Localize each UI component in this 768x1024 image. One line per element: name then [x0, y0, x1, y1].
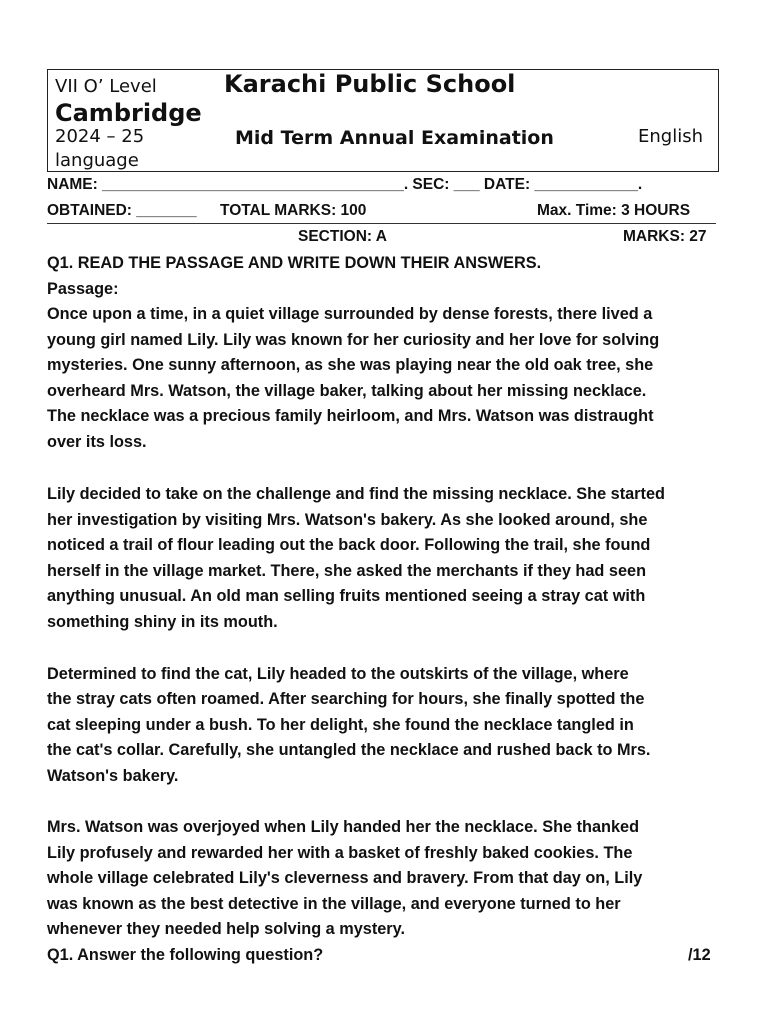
exam-title: Mid Term Annual Examination — [235, 127, 554, 149]
passage-line: her investigation by visiting Mrs. Watson's bakery. As she looked around, she — [47, 511, 648, 529]
passage-line: Watson's bakery. — [47, 767, 179, 785]
obtained-marks: OBTAINED: _______ — [47, 202, 197, 219]
passage-line: young girl named Lily. Lily was known for her curiosity and her love for solving — [47, 331, 660, 349]
exam-header — [47, 69, 719, 172]
question-instruction: Q1. READ THE PASSAGE AND WRITE DOWN THEIR ANSWERS. — [47, 254, 542, 272]
passage-line: cat sleeping under a bush. To her delight, she found the necklace tangled in — [47, 716, 634, 734]
passage-line: mysteries. One sunny afternoon, as she was playing near the old oak tree, she — [47, 356, 654, 374]
school-name: Karachi Public School — [224, 70, 516, 98]
passage-line: whole village celebrated Lily's cleverness and bravery. From that day on, Lily — [47, 869, 643, 887]
passage-line: was known as the best detective in the village, and everyone turned to her — [47, 895, 621, 913]
passage-line: Determined to find the cat, Lily headed to the outskirts of the village, where — [47, 665, 629, 683]
passage-line: whenever they needed help solving a mystery. — [47, 920, 406, 938]
passage-line: anything unusual. An old man selling fruits mentioned seeing a stray cat with — [47, 587, 646, 605]
passage-line: the cat's collar. Carefully, she untangled the necklace and rushed back to Mrs. — [47, 741, 651, 759]
passage-line: noticed a trail of flour leading out the back door. Following the trail, she found — [47, 536, 651, 554]
exam-board: Cambridge — [55, 99, 202, 127]
class-level: VII O’ Level — [55, 76, 157, 97]
answer-marks: /12 — [688, 946, 711, 964]
subject-name-continued: language — [55, 150, 139, 171]
passage-line: overheard Mrs. Watson, the village baker, talking about her missing necklace. — [47, 382, 647, 400]
subject-name: English — [638, 126, 703, 147]
passage-line: Lily profusely and rewarded her with a basket of freshly baked cookies. The — [47, 844, 633, 862]
academic-year: 2024 – 25 — [55, 126, 145, 147]
answer-prompt: Q1. Answer the following question? — [47, 946, 324, 964]
passage-line: Once upon a time, in a quiet village surrounded by dense forests, there lived a — [47, 305, 653, 323]
student-info-line: NAME: ___________________________________. SEC: ___ DATE: ____________. — [47, 176, 643, 193]
passage-line: something shiny in its mouth. — [47, 613, 278, 631]
passage-line: Lily decided to take on the challenge and find the missing necklace. She started — [47, 485, 665, 503]
section-title: SECTION: A — [298, 228, 387, 245]
passage-line: Mrs. Watson was overjoyed when Lily handed her the necklace. She thanked — [47, 818, 640, 836]
passage-line: the stray cats often roamed. After searching for hours, she finally spotted the — [47, 690, 645, 708]
divider — [47, 223, 716, 224]
max-time: Max. Time: 3 HOURS — [537, 202, 691, 219]
passage-line: herself in the village market. There, she asked the merchants if they had seen — [47, 562, 647, 580]
section-marks: MARKS: 27 — [623, 228, 707, 245]
total-marks: TOTAL MARKS: 100 — [220, 202, 367, 219]
passage-line: The necklace was a precious family heirloom, and Mrs. Watson was distraught — [47, 407, 654, 425]
passage-label: Passage: — [47, 280, 119, 298]
passage-line: over its loss. — [47, 433, 147, 451]
